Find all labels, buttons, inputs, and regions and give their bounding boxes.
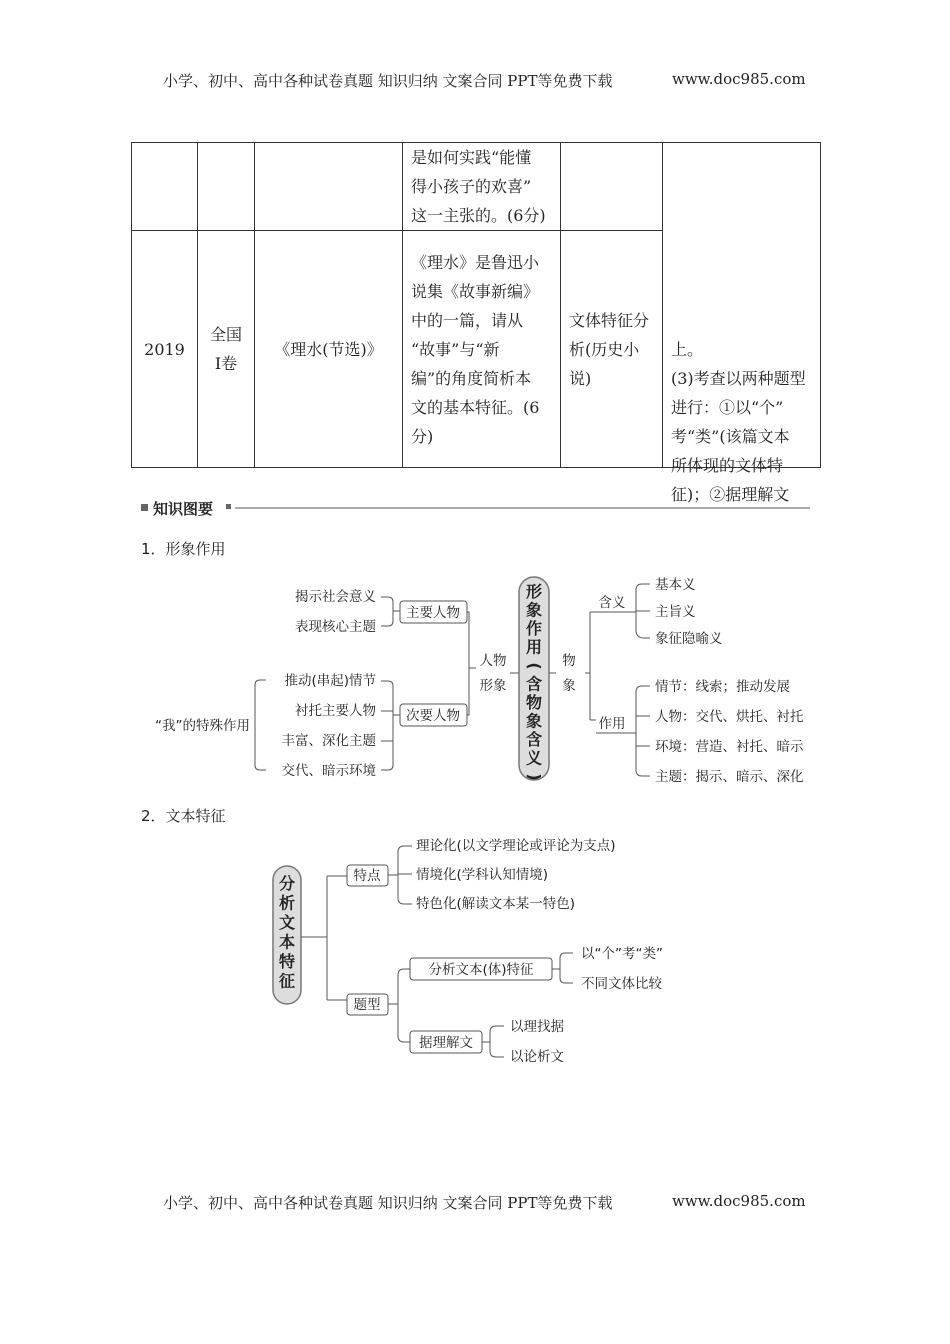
function-label: 作用 [598, 716, 626, 732]
secondary-item: 推动(串起)情节 [284, 673, 376, 689]
meaning-item: 基本义 [655, 577, 696, 593]
type-b-item: 以论析文 [510, 1049, 564, 1065]
section-rule [235, 507, 810, 509]
center-char: 本 [278, 932, 296, 952]
function-item: 主题：揭示、暗示、深化 [655, 769, 804, 785]
bracket-line [630, 584, 650, 638]
year-cell: 2019 [132, 231, 198, 468]
main-item: 表现核心主题 [295, 619, 376, 635]
center-title [279, 874, 295, 991]
bracket-line [552, 953, 573, 983]
center-char: 分 [278, 874, 296, 893]
type-a-item: 以“个”考“类” [581, 946, 663, 962]
header-text: 小学、初中、高中各种试卷真题 知识归纳 文案合同 PPT等免费下载 [163, 72, 613, 90]
question-cell: 《理水》是鲁迅小 说集《故事新编》 中的一篇，请从 “故事”与“新 编”的角度简析本 文的基本特征。(6 分) [403, 231, 561, 468]
bracket-line [381, 681, 393, 770]
note-text: 上。 (3)考查以两种题型 进行：①以“个” 考“类”(该篇文本 所体现的文体特 征)；②据理解文 [671, 340, 806, 504]
center-char: 象 [525, 600, 543, 620]
point-cell: 文体特征分 析(历史小 说) [561, 231, 663, 468]
center-char: 物 [525, 693, 543, 712]
center-title [525, 582, 544, 781]
section-marker [141, 504, 148, 511]
function-item: 情节：线索；推动发展 [655, 679, 790, 695]
exam-table [131, 142, 821, 504]
section-marker [226, 504, 231, 509]
feature-label: 特点 [353, 868, 381, 884]
main-char-label: 主要人物 [406, 605, 460, 621]
object-label: 象 [562, 678, 576, 694]
center-char: 含 [525, 674, 543, 694]
diagram2-heading: 2．文本特征 [141, 807, 226, 825]
secondary-item: 丰富、深化主题 [281, 733, 376, 749]
bracket-line [467, 612, 476, 715]
note-cell [663, 143, 821, 504]
secondary-item: 衬托主要人物 [295, 703, 376, 719]
diagram1-heading: 1．形象作用 [141, 540, 226, 558]
type-b-label: 据理解文 [419, 1035, 473, 1051]
bracket-line [388, 846, 412, 904]
image-role-diagram [0, 565, 950, 790]
function-item: 环境：营造、衬托、暗示 [655, 739, 804, 755]
meaning-item: 象征隐喻义 [655, 631, 723, 647]
center-char: 象 [525, 711, 543, 731]
center-char: 文 [278, 913, 296, 932]
center-char: 义 [525, 748, 543, 768]
header-url[interactable]: www.doc985.com [672, 70, 806, 88]
bracket-line [388, 969, 410, 1042]
center-char: ) [525, 773, 544, 781]
bracket-line [585, 612, 596, 720]
title-cell: 《理水(节选)》 [255, 231, 403, 468]
paper-cell: 全国 Ⅰ卷 [198, 231, 255, 468]
bracket-line [482, 1026, 504, 1057]
bracket-line [301, 876, 347, 1000]
feature-item: 理论化(以文学理论或评论为支点) [416, 838, 616, 854]
center-char: 析 [278, 893, 296, 913]
footer-text: 小学、初中、高中各种试卷真题 知识归纳 文案合同 PPT等免费下载 [163, 1194, 613, 1212]
wo-label: “我”的特殊作用 [155, 718, 250, 734]
bracket-line [630, 686, 650, 776]
text-feature-diagram [0, 830, 950, 1070]
feature-item: 情境化(学科认知情境) [416, 867, 549, 883]
char-label: 人物 [479, 653, 507, 669]
center-char: ( [525, 662, 544, 670]
center-char: 征 [278, 971, 296, 991]
secondary-item: 交代、暗示环境 [281, 763, 376, 779]
bracket-line [381, 597, 393, 626]
center-char: 特 [278, 952, 296, 971]
meaning-item: 主旨义 [655, 604, 696, 620]
feature-item: 特色化(解读文本某一特色) [416, 896, 576, 912]
center-char: 含 [525, 730, 543, 749]
type-a-item: 不同文体比较 [581, 976, 662, 992]
main-item: 揭示社会意义 [295, 589, 376, 605]
center-char: 形 [525, 582, 543, 601]
section-title: 知识图要 [153, 500, 214, 518]
secondary-char-label: 次要人物 [406, 708, 460, 724]
type-label: 题型 [353, 997, 381, 1013]
center-char: 作 [525, 619, 543, 638]
object-label: 物 [562, 653, 576, 669]
table-row [132, 143, 821, 231]
type-a-label: 分析文本(体)特征 [428, 962, 534, 978]
question-cell: 是如何实践“能懂 得小孩子的欢喜” 这一主张的。(6分) [403, 143, 561, 231]
type-b-item: 以理找据 [510, 1019, 564, 1035]
meaning-label: 含义 [598, 595, 626, 611]
wo-bracket [255, 680, 266, 770]
footer-url[interactable]: www.doc985.com [672, 1192, 806, 1210]
function-item: 人物：交代、烘托、衬托 [655, 709, 804, 725]
center-char: 用 [525, 637, 543, 657]
char-label: 形象 [479, 678, 507, 694]
